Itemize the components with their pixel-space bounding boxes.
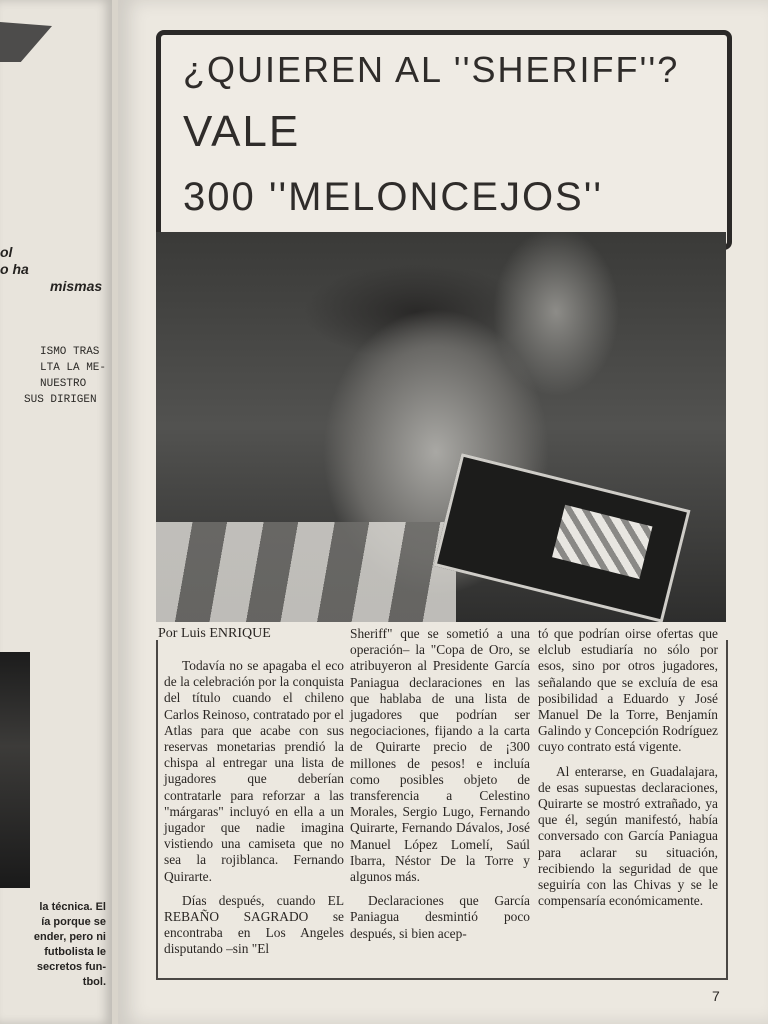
left-text-line: tbol. <box>82 976 106 988</box>
left-text-line: LTA LA ME- <box>40 362 107 374</box>
paragraph: Declaraciones que García Paniagua desmintió poco después, si bien acep- <box>350 893 530 941</box>
left-text-line: ender, pero ni <box>33 931 106 943</box>
left-page-bottom-text <box>0 900 106 990</box>
headline-line-1: ¿QUIEREN AL ''SHERIFF''? <box>183 49 680 90</box>
left-text-line: SUS DIRIGEN <box>24 394 97 406</box>
left-page-caps-text <box>0 344 112 408</box>
page-number: 7 <box>712 988 720 1004</box>
paragraph: Días después, cuando EL REBAÑO SAGRADO se encontraba en Los Angeles disputando –sin "El <box>164 892 344 957</box>
byline: Por Luis ENRIQUE <box>158 626 271 641</box>
left-text-line: secretos fun- <box>36 961 106 973</box>
headline-box <box>156 30 732 250</box>
right-page <box>118 0 768 1024</box>
left-text-line: futbolista le <box>44 946 106 958</box>
player-photo <box>156 232 726 622</box>
paragraph: Sheriff" que se sometió a una operación– la "Copa de Oro, se atribuyeron al Presidente García Paniagua declaraciones en las que hablaba de una lista de jugadores que podrían ser negociaciones, fijando a la carta de Quirarte precio de ¡300 millones de pesos! e incluía como posibles objeto de transferencia a Celestino Morales, Sergio Lugo, Fernando Quirarte, Fernando Dávalos, José Manuel López Lomelí, Saúl Ibarra, Néstor De la Torre y algunos más. <box>350 626 530 885</box>
left-text-line: ol <box>0 244 13 260</box>
left-text-line: ISMO TRAS <box>40 346 100 358</box>
left-text-line: o ha <box>0 261 29 277</box>
headline-line-2: VALE <box>183 107 301 156</box>
left-text-line: la técnica. El <box>39 901 106 913</box>
left-text-line: mismas <box>50 278 103 294</box>
left-page-bold-text <box>0 244 112 295</box>
left-text-line: ía porque se <box>41 916 106 928</box>
paragraph: Al enterarse, en Guadalajara, de esas supuestas declaraciones, Quirarte se mostró extrañado, ya que él, según manifestó, había conversado con García Paniagua para aclarar su situación, recibiendo la seguridad de que seguiría con las Chivas y se le compensaría económicamente. <box>538 763 718 909</box>
article-column-3 <box>538 626 718 917</box>
decorative-shape <box>0 22 52 62</box>
left-text-line: NUESTRO <box>40 378 87 390</box>
article-column-2 <box>350 626 530 950</box>
trophy-plate <box>552 505 652 579</box>
left-page-photo <box>0 652 30 888</box>
article-column-1 <box>164 658 344 966</box>
left-page <box>0 0 112 1024</box>
paragraph: tó que podrían oirse ofertas que elclub estudiaría no sólo por esos, sino por otros jugadores, señalando que se excluía de esa posibilidad a Eduardo y José Manuel De la Torre, Benjamín Galindo y Concepción Rodríguez cuyo contrato está vigente. <box>538 626 718 755</box>
paragraph: Todavía no se apagaba el eco de la celebración por la conquista del título cuando el chileno Carlos Reinoso, contratado por el Atlas para que acabe con sus reservas monetarias prendió la chispa al entregar una lista de jugadores que deberían contratarle para reforzar a las "márgaras" incluyó en ella a un jugador que nadie imagina vistiendo una camiseta que no sea la rojiblanca. Fernando Quirarte. <box>164 658 344 884</box>
jersey-stripes <box>156 522 456 622</box>
trophy-object <box>433 453 690 622</box>
headline-line-3: 300 ''MELONCEJOS'' <box>183 175 604 219</box>
